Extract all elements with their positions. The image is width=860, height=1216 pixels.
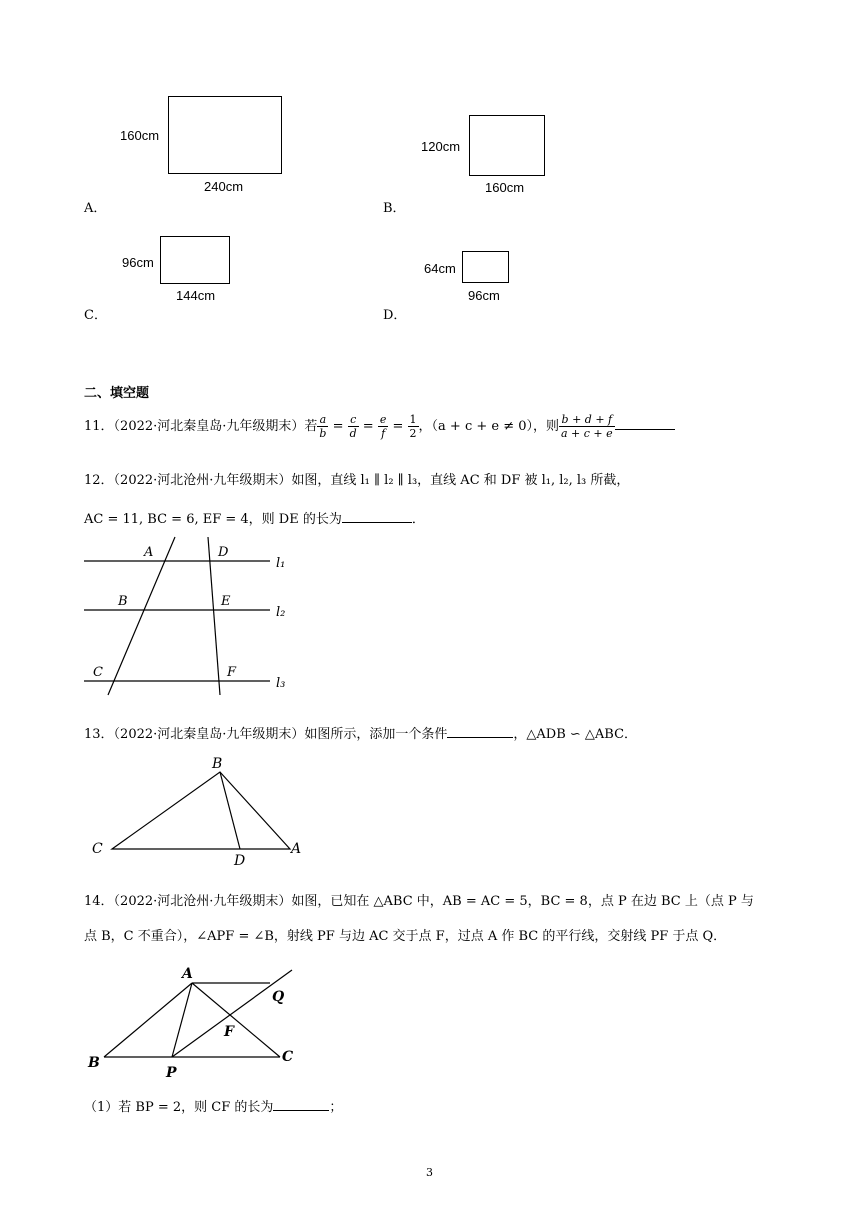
label-a: A: [291, 841, 302, 857]
fraction-bdf-ace: $\frac{b + d + f}{a + c + e}$: [561, 413, 613, 440]
label-b: B: [118, 594, 128, 609]
section-title: 二、填空题: [84, 386, 150, 401]
q14-line1: 14．（2022·河北沧州·九年级期末）如图，已知在 △ABC 中，AB = AC = 5，BC = 8，点 P 在边 BC 上（点 P 与: [84, 894, 754, 909]
q12-figure: [80, 535, 300, 697]
label-f: F: [224, 1024, 234, 1040]
option-d-width-label: 96cm: [468, 288, 500, 303]
q12-line2-text: AC = 11, BC = 6, EF = 4，则 DE 的长为: [84, 512, 342, 527]
triangle-abc: [112, 772, 290, 849]
question-11: 11．（2022·河北秦皇岛·九年级期末）若 $\frac{a}{b}$ = $\frac{c}{d}$ = $\frac{e}{f}$ = $\frac{1}{2}$ ，（a + c + e ≠ 0），则 $\frac{b + d + f}{a + c + e}$: [84, 412, 675, 442]
q14-line2: 点 B，C 不重合），∠APF = ∠B，射线 PF 与边 AC 交于点 F，过点 A 作 BC 的平行线，交射线 PF 于点 Q．: [84, 929, 727, 944]
fraction-c-d: $\frac{c}{d}$: [349, 413, 357, 440]
option-c-rect: [160, 236, 230, 284]
option-d-height-label: 64cm: [424, 261, 456, 276]
option-a-letter: A．: [84, 201, 107, 216]
label-c: C: [93, 665, 103, 680]
q13-text-end: ，△ADB ∽ △ABC．: [513, 727, 638, 742]
q14-sub1-end: ；: [329, 1100, 343, 1115]
fraction-e-f: $\frac{e}{f}$: [379, 413, 387, 440]
label-f: F: [227, 665, 237, 680]
option-a-rect: [168, 96, 282, 174]
label-d: D: [234, 853, 246, 868]
fraction-one-half: $\frac{1}{2}$: [409, 413, 417, 440]
option-c-width-label: 144cm: [176, 288, 216, 303]
label-l2: l₂: [276, 605, 286, 620]
option-a-height-label: 160cm: [120, 128, 160, 143]
q12-line2-end: ．: [411, 512, 425, 527]
label-q: Q: [272, 989, 285, 1005]
q12-line1: 12．（2022·河北沧州·九年级期末）如图，直线 l₁ ∥ l₂ ∥ l₃，直线 AC 和 DF 被 l₁, l₂, l₃ 所截，: [84, 473, 630, 488]
label-a: A: [182, 966, 193, 982]
q11-prefix: 11．（2022·河北秦皇岛·九年级期末）若: [84, 419, 318, 434]
label-c: C: [282, 1049, 294, 1065]
label-a: A: [144, 545, 154, 560]
q12-answer-blank[interactable]: [342, 510, 412, 523]
label-l3: l₃: [276, 676, 286, 691]
q13-answer-blank[interactable]: [447, 725, 513, 738]
label-p: P: [166, 1065, 177, 1078]
label-c: C: [92, 841, 103, 857]
segment-ap: [172, 983, 192, 1057]
option-c-height-label: 96cm: [122, 255, 154, 270]
label-e: E: [221, 594, 231, 609]
q13-text: 13．（2022·河北秦皇岛·九年级期末）如图所示，添加一个条件: [84, 727, 448, 742]
option-d-rect: [462, 251, 509, 283]
option-b-rect: [469, 115, 545, 176]
q12-line2: [84, 508, 425, 527]
option-c-letter: C．: [84, 308, 107, 323]
option-a-width-label: 240cm: [204, 179, 244, 194]
fraction-a-b: $\frac{a}{b}$: [319, 413, 327, 440]
label-l1: l₁: [276, 556, 286, 571]
q14-sub1: [84, 1096, 342, 1115]
q13-figure: [86, 754, 316, 868]
q11-condition: ，（a + c + e ≠ 0），则: [418, 419, 559, 434]
q11-answer-blank[interactable]: [615, 417, 675, 430]
segment-ab: [104, 983, 192, 1057]
option-d-letter: D．: [383, 308, 407, 323]
option-b-height-label: 120cm: [421, 139, 461, 154]
label-b: B: [212, 756, 223, 772]
question-13: [84, 723, 637, 742]
page-number: 3: [426, 1166, 433, 1179]
q14-sub1-text: （1）若 BP = 2，则 CF 的长为: [84, 1100, 274, 1115]
option-b-letter: B．: [383, 201, 406, 216]
label-b: B: [88, 1055, 100, 1071]
label-d: D: [218, 545, 229, 560]
option-b-width-label: 160cm: [485, 180, 525, 195]
q14-figure: [86, 963, 306, 1078]
q14-sub1-answer-blank[interactable]: [273, 1098, 329, 1111]
segment-ac: [192, 983, 280, 1057]
